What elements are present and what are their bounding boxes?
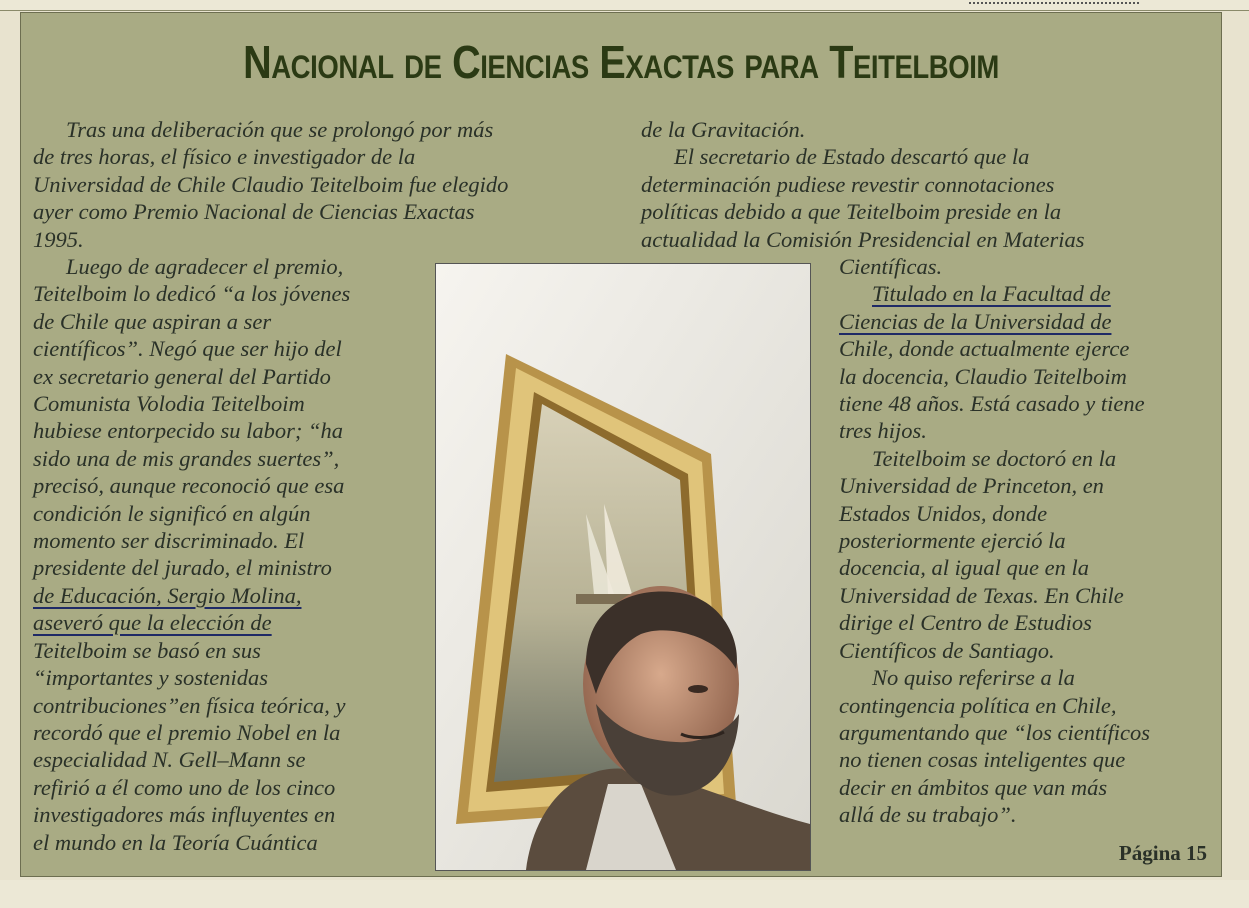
text-line: No quiso referirse a la bbox=[872, 665, 1075, 691]
text-line: de Chile que aspiran a ser bbox=[33, 308, 272, 334]
text-line: Estados Unidos, donde bbox=[839, 500, 1048, 526]
text-line: contingencia política en Chile, bbox=[839, 692, 1117, 718]
text-line: Científicas. bbox=[839, 254, 943, 279]
text-line: el mundo en la Teoría Cuántica bbox=[33, 829, 318, 855]
text-line: argumentando que “los científicos bbox=[839, 719, 1151, 745]
text-line: Comunista Volodia Teitelboim bbox=[33, 391, 305, 417]
right-column bbox=[839, 253, 1211, 829]
text-line: científicos”. Negó que ser hijo del bbox=[33, 336, 342, 362]
text-line: tiene 48 años. Está casado y tiene bbox=[839, 391, 1145, 417]
text-line: Ciencias de la Universidad de bbox=[839, 308, 1112, 334]
text-line: actualidad la Comisión Presidencial en Materias bbox=[641, 226, 1085, 252]
text-line: de la Gravitación. bbox=[641, 117, 806, 142]
text-line: decir en ámbitos que van más bbox=[839, 774, 1108, 800]
page-number: Página 15 bbox=[1118, 841, 1207, 865]
text-line: refirió a él como uno de los cinco bbox=[33, 774, 336, 800]
previous-clipping-edge bbox=[0, 0, 1249, 11]
text-line: Chile, donde actualmente ejerce bbox=[839, 336, 1130, 362]
top-right-paragraph bbox=[641, 116, 1201, 253]
text-line: precisó, aunque reconoció que esa bbox=[33, 473, 345, 499]
text-line: ex secretario general del Partido bbox=[33, 363, 331, 389]
text-line: especialidad N. Gell–Mann se bbox=[33, 747, 306, 773]
text-line: dirige el Centro de Estudios bbox=[839, 610, 1092, 636]
text-line: Teitelboim se basó en sus bbox=[33, 637, 261, 663]
text-line: hubiese entorpecido su labor; “ha bbox=[33, 418, 343, 444]
text-line: no tienen cosas inteligentes que bbox=[839, 747, 1126, 773]
text-line: Teitelboim se doctoró en la bbox=[872, 445, 1117, 471]
text-line: aseveró que la elección de bbox=[33, 610, 272, 636]
text-line: de Educación, Sergio Molina, bbox=[33, 582, 302, 608]
text-line: presidente del jurado, el ministro bbox=[33, 555, 332, 581]
text-line: investigadores más influyentes en bbox=[33, 802, 336, 828]
text-line: determinación pudiese revestir connotaciones bbox=[641, 171, 1055, 197]
portrait-photo bbox=[435, 263, 811, 871]
text-line: docencia, al igual que en la bbox=[839, 555, 1089, 581]
text-line: de tres horas, el físico e investigador de la bbox=[33, 144, 416, 170]
text-line: sido una de mis grandes suertes”, bbox=[33, 445, 340, 471]
text-line: Tras una deliberación que se prolongó por más bbox=[66, 117, 494, 142]
text-line: tres hijos. bbox=[839, 418, 927, 444]
next-clipping-edge bbox=[0, 880, 1249, 908]
text-line: la docencia, Claudio Teitelboim bbox=[839, 363, 1127, 389]
text-line: 1995. bbox=[33, 226, 84, 252]
text-line: contribuciones”en física teórica, y bbox=[33, 692, 346, 718]
left-column bbox=[33, 253, 428, 856]
text-line: momento ser discriminado. El bbox=[33, 528, 305, 554]
text-line: Científicos de Santiago. bbox=[839, 637, 1055, 663]
news-clipping bbox=[20, 12, 1222, 877]
text-line: condición le significó en algún bbox=[33, 500, 311, 526]
text-line: Universidad de Chile Claudio Teitelboim fue elegido bbox=[33, 171, 509, 197]
text-line: ayer como Premio Nacional de Ciencias Exactas bbox=[33, 199, 475, 225]
text-line: Universidad de Princeton, en bbox=[839, 473, 1104, 499]
headline: Nacional de Ciencias Exactas para Teitelboim bbox=[243, 36, 999, 88]
text-line: Universidad de Texas. En Chile bbox=[839, 582, 1124, 608]
text-line: El secretario de Estado descartó que la bbox=[674, 144, 1030, 170]
text-line: “importantes y sostenidas bbox=[33, 665, 269, 691]
portrait-illustration bbox=[436, 264, 810, 870]
text-line: allá de su trabajo”. bbox=[839, 802, 1017, 828]
intro-paragraph bbox=[33, 116, 633, 253]
text-line: Titulado en la Facultad de bbox=[872, 281, 1111, 307]
text-line: posteriormente ejerció la bbox=[839, 528, 1066, 554]
text-line: recordó que el premio Nobel en la bbox=[33, 719, 341, 745]
text-line: Luego de agradecer el premio, bbox=[66, 254, 344, 279]
dotted-rule bbox=[969, 0, 1139, 4]
text-line: políticas debido a que Teitelboim preside en la bbox=[641, 199, 1062, 225]
text-line: Teitelboim lo dedicó “a los jóvenes bbox=[33, 281, 351, 307]
